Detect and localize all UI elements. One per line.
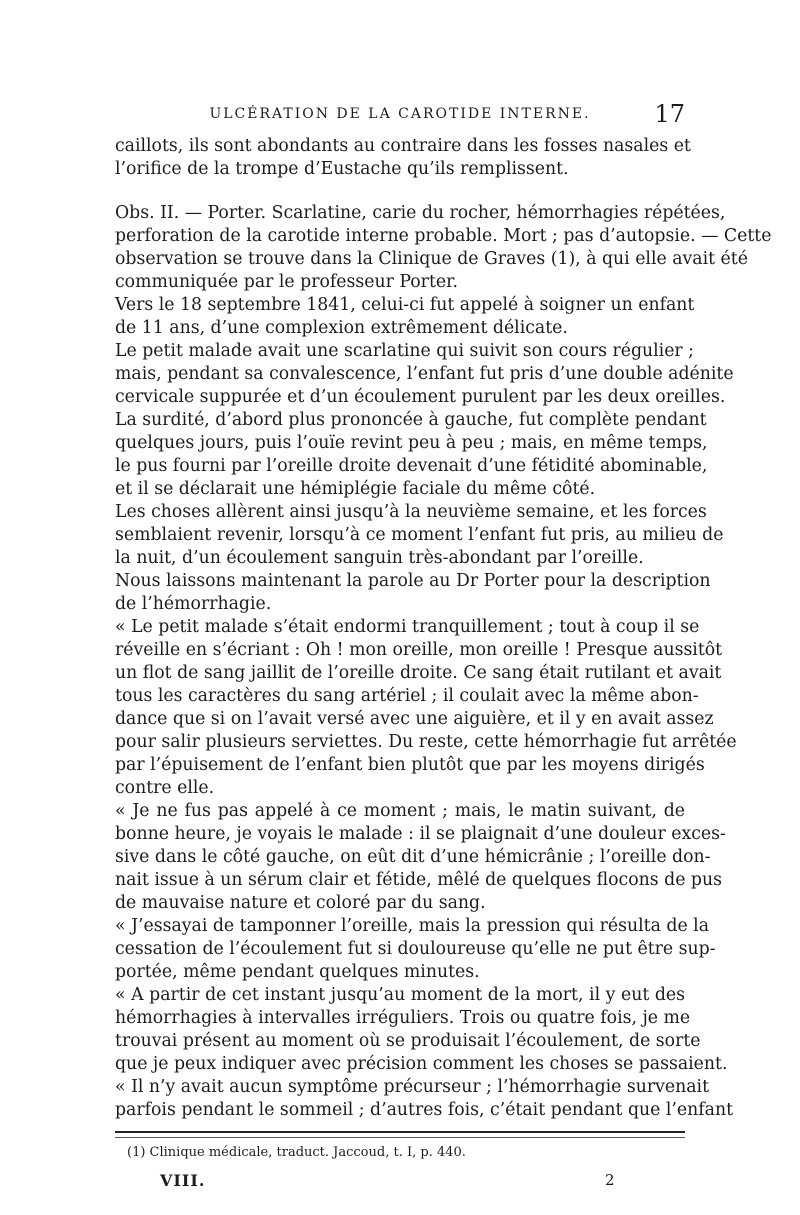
text-line: cervicale suppurée et d’un écoulement purulent par les deux oreilles. — [115, 387, 726, 407]
page-header — [115, 100, 685, 128]
text-line: « A partir de cet instant jusqu’au moment de la mort, il y eut des — [115, 985, 685, 1005]
text-line: tous les caractères du sang artériel ; il coulait avec la même abon- — [115, 686, 699, 706]
text-line: « J’essayai de tamponner l’oreille, mais la pression qui résulta de la — [115, 916, 709, 936]
text-line: caillots, ils sont abondants au contraire dans les fosses nasales et — [115, 136, 691, 156]
text-line: cessation de l’écoulement fut si douloureuse qu’elle ne put être sup- — [115, 939, 716, 959]
text-line: mais, pendant sa convalescence, l’enfant fut pris d’une double adénite — [115, 364, 734, 384]
page-number: 17 — [654, 100, 685, 128]
text-line: la nuit, d’un écoulement sanguin très-abondant par l’oreille. — [115, 548, 644, 568]
footnote: (1) Clinique médicale, traduct. Jaccoud, t. I, p. 440. — [127, 1145, 466, 1160]
text-line: observation se trouve dans la Clinique de Graves (1), à qui elle avait été — [115, 249, 748, 269]
running-title: ULCÉRATION DE LA CAROTIDE INTERNE. — [209, 106, 591, 122]
text-line: sive dans le côté gauche, on eût dit d’une hémicrânie ; l’oreille don- — [115, 847, 711, 867]
text-line: pour salir plusieurs serviettes. Du reste, cette hémorrhagie fut arrêtée — [115, 732, 737, 752]
footnote-rule — [115, 1131, 685, 1133]
text-line: La surdité, d’abord plus prononcée à gauche, fut complète pendant — [115, 410, 707, 430]
footnote-rule-thin — [115, 1137, 685, 1138]
text-line: parfois pendant le sommeil ; d’autres fois, c’était pendant que l’enfant — [115, 1100, 734, 1120]
text-line: communiquée par le professeur Porter. — [115, 272, 458, 292]
text-line: Nous laissons maintenant la parole au Dr Porter pour la description — [115, 571, 711, 591]
text-line: le pus fourni par l’oreille droite devenait d’une fétidité abominable, — [115, 456, 708, 476]
text-line: semblaient revenir, lorsqu’à ce moment l’enfant fut pris, au milieu de — [115, 525, 724, 545]
text-line: de 11 ans, d’une complexion extrêmement délicate. — [115, 318, 568, 338]
text-line: portée, même pendant quelques minutes. — [115, 962, 480, 982]
text-line: « Je ne fus pas appelé à ce moment ; mais, le matin suivant, de — [115, 801, 685, 821]
text-line: Obs. II. — Porter. Scarlatine, carie du rocher, hémorrhagies répétées, — [115, 203, 726, 223]
text-line: et il se déclarait une hémiplégie faciale du même côté. — [115, 479, 596, 499]
text-line: par l’épuisement de l’enfant bien plutôt que par les moyens dirigés — [115, 755, 705, 775]
text-line: « Le petit malade s’était endormi tranquillement ; tout à coup il se — [115, 617, 700, 637]
signature-number: 2 — [605, 1171, 615, 1189]
text-line: de mauvaise nature et coloré par du sang. — [115, 893, 486, 913]
body-text — [115, 135, 772, 1122]
text-line: un flot de sang jaillit de l’oreille droite. Ce sang était rutilant et avait — [115, 663, 722, 683]
text-line: Le petit malade avait une scarlatine qui suivit son cours régulier ; — [115, 341, 695, 361]
text-line: bonne heure, je voyais le malade : il se plaignait d’une douleur exces- — [115, 824, 726, 844]
text-line: Les choses allèrent ainsi jusqu’à la neuvième semaine, et les forces — [115, 502, 707, 522]
text-line: quelques jours, puis l’ouïe revint peu à peu ; mais, en même temps, — [115, 433, 708, 453]
signature-mark: VIII. — [160, 1171, 206, 1190]
text-line: que je peux indiquer avec précision comment les choses se passaient. — [115, 1054, 728, 1074]
text-line: hémorrhagies à intervalles irréguliers. Trois ou quatre fois, je me — [115, 1008, 691, 1028]
text-line: Vers le 18 septembre 1841, celui-ci fut appelé à soigner un enfant — [115, 295, 695, 315]
text-line: « Il n’y avait aucun symptôme précurseur ; l’hémorrhagie survenait — [115, 1077, 710, 1097]
paragraph-gap — [115, 181, 685, 202]
text-line: nait issue à un sérum clair et fétide, mêlé de quelques flocons de pus — [115, 870, 722, 890]
text-line: contre elle. — [115, 778, 215, 798]
text-line: l’orifice de la trompe d’Eustache qu’ils remplissent. — [115, 159, 569, 179]
text-line: trouvai présent au moment où se produisait l’écoulement, de sorte — [115, 1031, 701, 1051]
text-line: perforation de la carotide interne probable. Mort ; pas d’autopsie. — Cette — [115, 226, 772, 246]
text-line: de l’hémorrhagie. — [115, 594, 272, 614]
text-line: réveille en s’écriant : Oh ! mon oreille, mon oreille ! Presque aussitôt — [115, 640, 723, 660]
text-line: dance que si on l’avait versé avec une aiguière, et il y en avait assez — [115, 709, 714, 729]
